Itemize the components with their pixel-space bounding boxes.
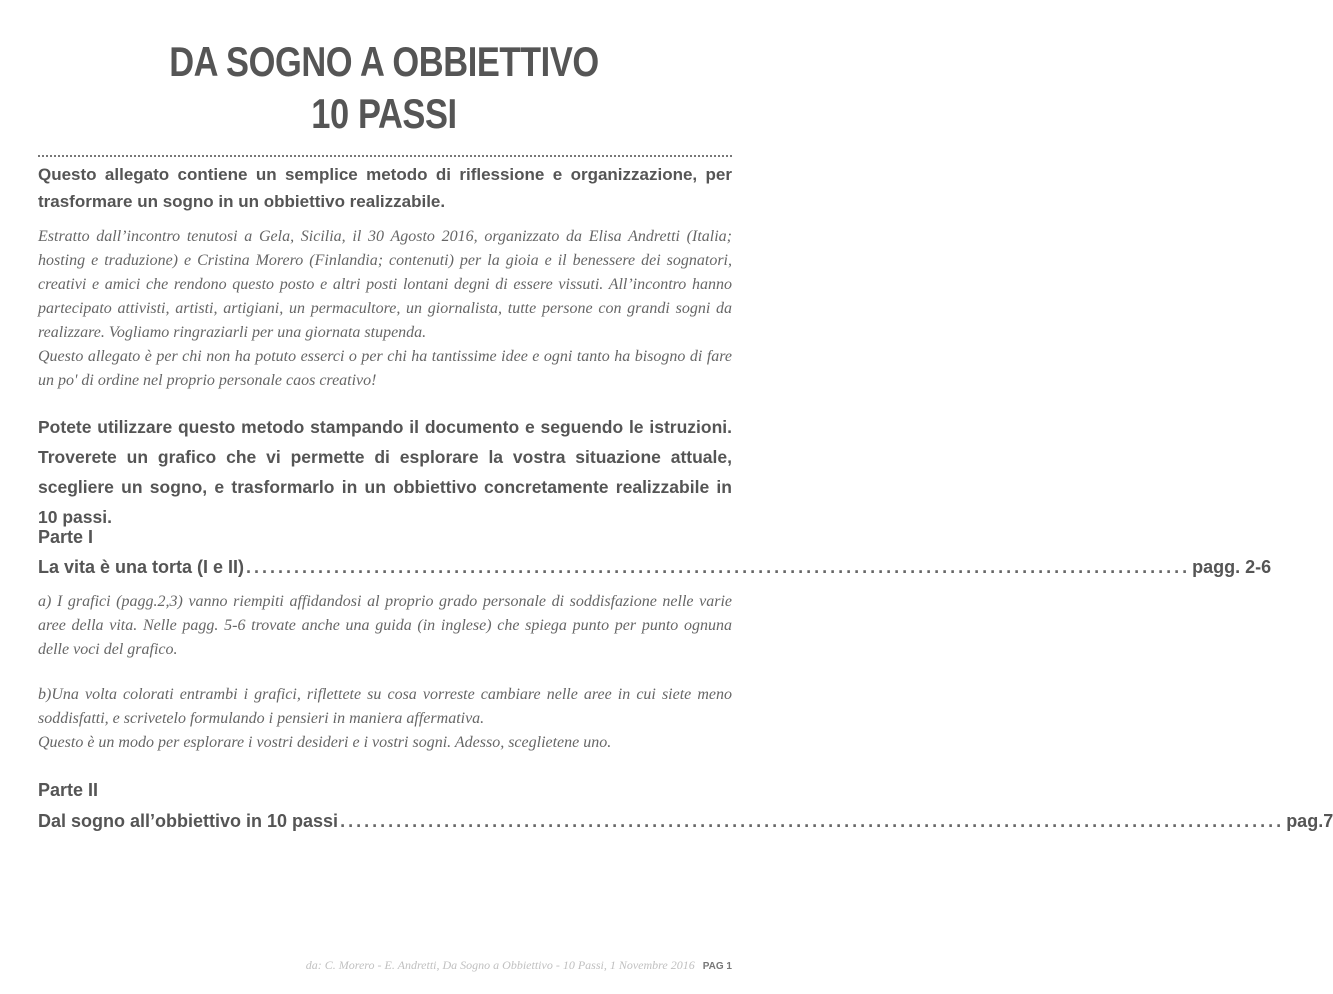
page-title <box>0 36 768 140</box>
part2-toc-page: pag.7 <box>1286 811 1333 831</box>
footer-credit: da: C. Morero - E. Andretti, Da Sogno a Obbiettivo - 10 Passi, 1 Novembre 2016 <box>305 958 695 972</box>
part2-toc-title: Dal sogno all’obbiettivo in 10 passi <box>38 811 339 831</box>
part1-desc-b-followup: Questo è un modo per esplorare i vostri desideri e i vostri sogni. Adesso, sceglietene uno. <box>38 734 612 751</box>
instructions-paragraph: Potete utilizzare questo metodo stampando il documento e seguendo le istruzioni. Troverete un grafico che vi permette di esplorare la vostra situazione attuale, scegliere un sogno, e trasformarlo in un obbiettivo concretamente realizzabile in 10 passi. <box>38 417 732 527</box>
excerpt-paragraph-1: Estratto dall’incontro tenutosi a Gela, Sicilia, il 30 Agosto 2016, organizzato da Elisa Andretti (Italia; hosting e traduzione) e Cristina Morero (Finlandia; contenuti) per la gioia e il benessere dei sognatori, creativi e amici che rendono questo posto e altri posti lontani degni di essere vissuti. All’incontro hanno partecipato attivisti, artisti, artigiani, un permacultore, un giornalista, tutte persone con grandi sogni da realizzare. Vogliamo ringraziarli per una giornata stupenda. <box>38 228 732 341</box>
part1-description-a <box>38 590 732 662</box>
toc-leader-dots: ...................................................................................................................... <box>246 557 1191 577</box>
part1-description-b <box>38 683 732 755</box>
page-footer <box>306 958 732 973</box>
page-number: PAG 1 <box>702 961 732 972</box>
part2-heading: Parte II <box>38 780 99 800</box>
excerpt-block <box>38 225 732 393</box>
part2-toc-entry <box>38 807 1333 835</box>
part1-heading: Parte I <box>38 527 94 547</box>
part1-toc-entry <box>38 553 1272 581</box>
intro-paragraph: Questo allegato contiene un semplice metodo di riflessione e organizzazione, per trasformare un sogno in un obbiettivo realizzabile. <box>38 165 732 211</box>
dotted-divider <box>38 155 732 157</box>
title-line-1: DA SOGNO A OBBIETTIVO <box>169 38 599 85</box>
toc-leader-dots: ...................................................................................................................... <box>340 811 1285 831</box>
part1-desc-b-text: b)Una volta colorati entrambi i grafici, riflettete su cosa vorreste cambiare nelle aree in cui siete meno soddisfatti, e scrivetelo formulando i pensieri in maniera affermativa. <box>38 686 732 727</box>
part1-toc-page: pagg. 2-6 <box>1192 557 1272 577</box>
part1-desc-a-text: a) I grafici (pagg.2,3) vanno riempiti affidandosi al proprio grado personale di soddisfazione nelle varie aree della vita. Nelle pagg. 5-6 trovate anche una guida (in inglese) che spiega punto per punto ognuna delle voci del grafico. <box>38 593 732 658</box>
excerpt-paragraph-2: Questo allegato è per chi non ha potuto esserci o per chi ha tantissime idee e ogni tanto ha bisogno di fare un po' di ordine nel proprio personale caos creativo! <box>38 348 732 389</box>
part1-toc-title: La vita è una torta (I e II) <box>38 557 245 577</box>
title-line-2: 10 PASSI <box>311 90 457 137</box>
